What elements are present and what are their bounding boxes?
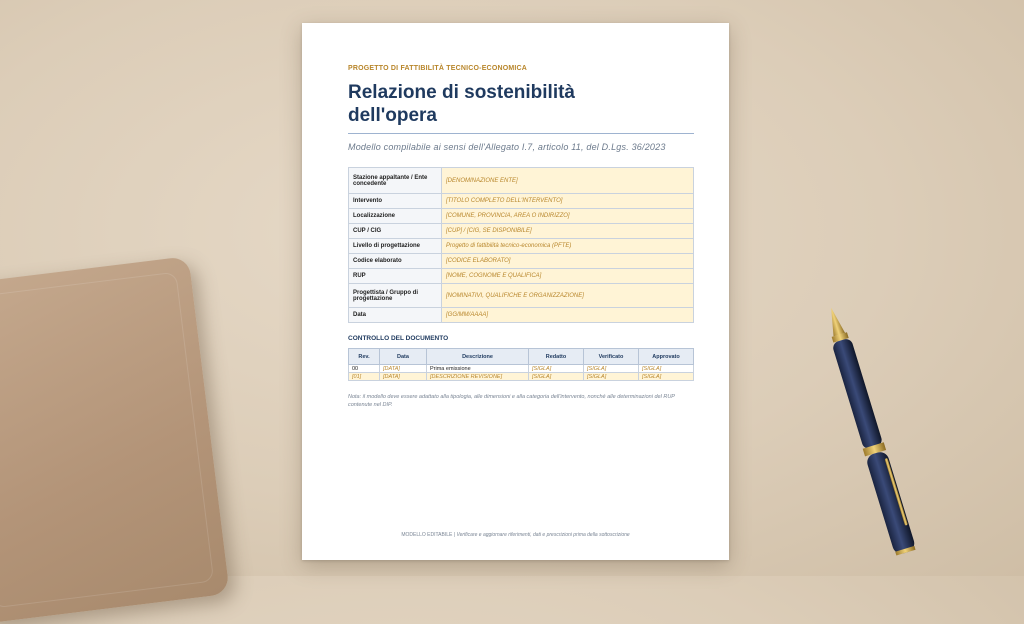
- info-label: Stazione appaltante / Ente concedente: [349, 168, 442, 194]
- cell-data[interactable]: [DATA]: [380, 365, 427, 373]
- cell-data[interactable]: [DATA]: [380, 373, 427, 381]
- info-row: [349, 269, 694, 284]
- document-kicker: PROGETTO DI FATTIBILITÀ TECNICO-ECONOMICA: [348, 65, 528, 72]
- info-value[interactable]: [NOME, COGNOME E QUALIFICA]: [442, 269, 694, 284]
- col-header-redatto: Redatto: [529, 349, 584, 365]
- footer-separator: |: [453, 532, 456, 538]
- cell-verificato[interactable]: [SIGLA]: [584, 365, 639, 373]
- col-header-verificato: Verificato: [584, 349, 639, 365]
- info-row: [349, 209, 694, 224]
- info-row: [349, 308, 694, 323]
- cell-descrizione[interactable]: [DESCRIZIONE REVISIONE]: [427, 373, 529, 381]
- col-header-approvato: Approvato: [639, 349, 694, 365]
- title-divider: [348, 133, 694, 134]
- info-row: [349, 254, 694, 269]
- info-label: RUP: [349, 269, 442, 284]
- document-title: [348, 81, 668, 127]
- info-row: [349, 224, 694, 239]
- info-label: CUP / CIG: [349, 224, 442, 239]
- title-line-1: Relazione di sostenibilità: [348, 82, 575, 103]
- info-value[interactable]: [DENOMINAZIONE ENTE]: [442, 168, 694, 194]
- info-label: Intervento: [349, 194, 442, 209]
- info-value[interactable]: [NOMINATIVI, QUALIFICHE E ORGANIZZAZIONE]: [442, 284, 694, 308]
- info-value[interactable]: [COMUNE, PROVINCIA, AREA O INDIRIZZO]: [442, 209, 694, 224]
- cell-approvato[interactable]: [SIGLA]: [639, 365, 694, 373]
- document-footer: [302, 532, 729, 538]
- col-header-data: Data: [380, 349, 427, 365]
- control-section-title: CONTROLLO DEL DOCUMENTO: [348, 335, 449, 342]
- cell-descrizione[interactable]: Prima emissione: [427, 365, 529, 373]
- footer-text: Verificare e aggiornare riferimenti, dati e prescrizioni prima della sottoscrizione: [456, 532, 630, 538]
- info-label: Livello di progettazione: [349, 239, 442, 254]
- cell-approvato[interactable]: [SIGLA]: [639, 373, 694, 381]
- col-header-rev: Rev.: [349, 349, 380, 365]
- info-row: [349, 239, 694, 254]
- leather-folder: [0, 256, 230, 624]
- info-value[interactable]: [GG/MM/AAAA]: [442, 308, 694, 323]
- fountain-pen: [800, 300, 940, 570]
- title-line-2: dell'opera: [348, 105, 437, 126]
- document-page: [302, 23, 729, 560]
- cell-redatto[interactable]: [SIGLA]: [529, 373, 584, 381]
- cell-verificato[interactable]: [SIGLA]: [584, 373, 639, 381]
- info-label: Progettista / Gruppo di progettazione: [349, 284, 442, 308]
- info-label: Codice elaborato: [349, 254, 442, 269]
- footer-label: MODELLO EDITABILE: [401, 532, 453, 538]
- info-table: [348, 167, 694, 323]
- table-row: [349, 373, 694, 381]
- info-label: Localizzazione: [349, 209, 442, 224]
- cell-rev[interactable]: 00: [349, 365, 380, 373]
- info-label: Data: [349, 308, 442, 323]
- cell-rev[interactable]: [01]: [349, 373, 380, 381]
- info-row: [349, 194, 694, 209]
- document-subtitle: Modello compilabile ai sensi dell'Allegato I.7, articolo 11, del D.Lgs. 36/2023: [348, 142, 666, 152]
- info-row: [349, 168, 694, 194]
- document-note: Nota: il modello deve essere adattato alla tipologia, alle dimensioni e alla categoria dell'intervento, nonché alle determinazioni del RUP contenute nel DIP.: [348, 394, 675, 408]
- info-value[interactable]: Progetto di fattibilità tecnico-economica (PFTE): [442, 239, 694, 254]
- control-table: [348, 348, 694, 381]
- info-value[interactable]: [CODICE ELABORATO]: [442, 254, 694, 269]
- control-header-row: [349, 349, 694, 365]
- folder-stitching: [0, 272, 214, 609]
- info-value[interactable]: [TITOLO COMPLETO DELL'INTERVENTO]: [442, 194, 694, 209]
- col-header-descrizione: Descrizione: [427, 349, 529, 365]
- info-row: [349, 284, 694, 308]
- table-row: [349, 365, 694, 373]
- info-value[interactable]: [CUP] / [CIG, SE DISPONIBILE]: [442, 224, 694, 239]
- cell-redatto[interactable]: [SIGLA]: [529, 365, 584, 373]
